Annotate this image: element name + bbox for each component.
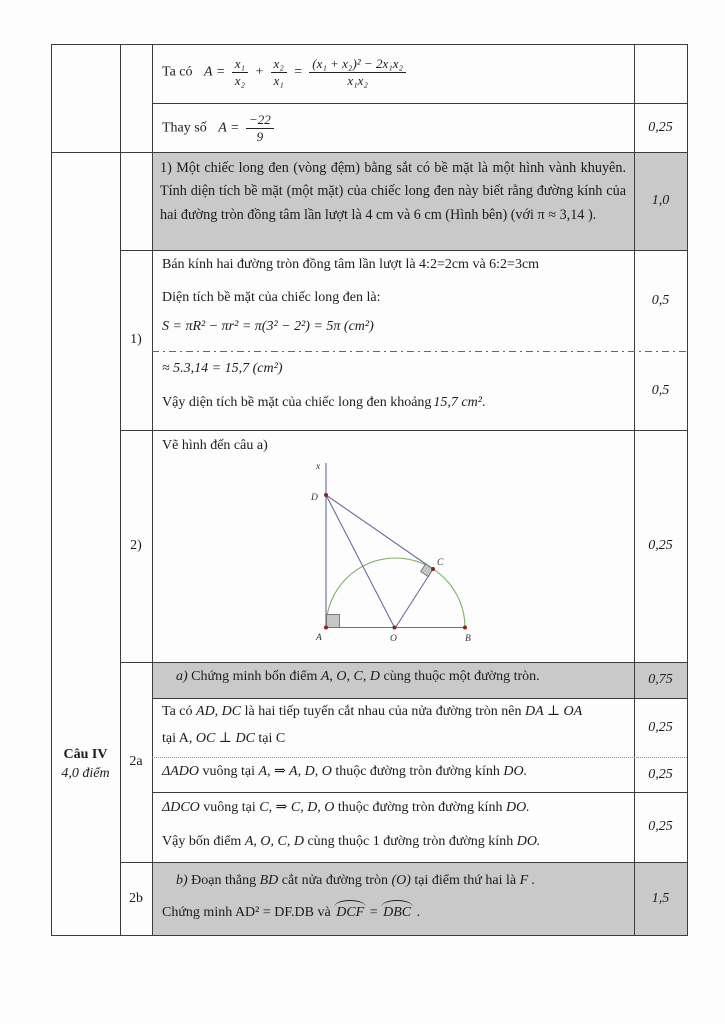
semicircle-arc bbox=[326, 558, 465, 628]
math-expression: ≈ 5.3,14 = 15,7 (cm²) bbox=[162, 361, 283, 376]
text-segment: thuộc đường tròn đường kính bbox=[331, 764, 504, 779]
grid-line bbox=[152, 44, 153, 935]
segment-OC bbox=[396, 569, 434, 628]
fraction-denominator: x₁x₂ bbox=[347, 72, 368, 88]
grid-line bbox=[51, 152, 688, 153]
right-angle-mark-C bbox=[421, 564, 433, 577]
angle-arc-DCF: DCF bbox=[334, 904, 366, 923]
score-cell: 0,25 bbox=[648, 538, 673, 553]
score-cell: 0,25 bbox=[648, 819, 673, 834]
grid-line bbox=[120, 862, 687, 863]
text-segment: Đoạn thẳng bbox=[187, 873, 260, 888]
solution-line bbox=[162, 763, 630, 782]
math-operator: + bbox=[254, 64, 265, 80]
label-O: O bbox=[390, 634, 397, 644]
text-segment: tại điểm thứ hai là bbox=[410, 873, 520, 888]
text-segment: vuông tại bbox=[199, 800, 260, 815]
point-C bbox=[431, 567, 435, 571]
grid-line bbox=[51, 44, 52, 935]
fraction-numerator: x₂ bbox=[271, 56, 287, 73]
text-segment: Vậy bốn điểm bbox=[162, 834, 245, 849]
math-expression: DA ⊥ OA bbox=[524, 704, 583, 719]
score-cell: 1,0 bbox=[651, 193, 670, 208]
solution-line bbox=[162, 394, 627, 413]
solution-line: Bán kính hai đường tròn đồng tâm lần lượt là 4:2=2cm và 6:2=3cm bbox=[162, 257, 540, 272]
text-segment: Chứng minh bbox=[162, 905, 235, 920]
math-expression: A, O, C, D bbox=[244, 834, 304, 849]
score-cell: 0,5 bbox=[651, 382, 670, 398]
math-expression: (O) bbox=[391, 873, 411, 888]
math-expression: DO. bbox=[503, 764, 528, 779]
math-expression: A = bbox=[218, 120, 240, 136]
grid-line bbox=[51, 935, 688, 936]
subquestion-label-2: 2) bbox=[130, 538, 142, 553]
solution-line bbox=[162, 703, 630, 722]
text-lead: Thay số bbox=[162, 120, 207, 136]
text-segment: . bbox=[413, 905, 421, 920]
math-expression: ⇒ C, D, O bbox=[275, 800, 335, 815]
math-operator: = bbox=[293, 64, 303, 80]
label-x: x bbox=[316, 462, 321, 472]
right-angle-mark-A bbox=[327, 615, 340, 628]
point-O bbox=[393, 626, 397, 630]
math-expression: 15,7 cm² bbox=[433, 395, 482, 410]
text-segment: = bbox=[366, 905, 382, 920]
geometry-figure bbox=[288, 455, 480, 651]
text-segment: Vậy diện tích bề mặt của chiếc long đen khoảng bbox=[162, 395, 432, 410]
grid-line bbox=[152, 792, 687, 793]
math-expression: ⇒ A, D, O bbox=[274, 764, 332, 779]
text-segment: Chứng minh bốn điểm bbox=[187, 669, 321, 684]
math-expression: A bbox=[258, 764, 268, 779]
question-points: 4,0 điểm bbox=[61, 765, 110, 781]
subquestion-label-2b: 2b bbox=[129, 890, 143, 906]
math-expression: A = bbox=[204, 64, 226, 80]
subquestion-label-2a: 2a bbox=[129, 754, 143, 769]
solution-line bbox=[162, 833, 630, 852]
math-expression: ΔDCO bbox=[162, 800, 200, 815]
problem-statement: 1) Một chiếc long đen (vòng đệm) bằng sắt có bề mặt là một hình vành khuyên. Tính diện tích bề mặt (một mặt) của chiếc long đen này biết rằng đường kính của hai đường tròn đồng tâm lần lượt là 4 cm và 6 cm (Hình bên) (với π ≈ 3,14 ). bbox=[160, 160, 626, 223]
part-label: b) bbox=[176, 873, 188, 888]
fraction-numerator: −22 bbox=[246, 112, 274, 129]
math-expression: ΔADO bbox=[162, 764, 199, 779]
text-segment: . bbox=[481, 395, 486, 410]
question-label bbox=[51, 746, 120, 784]
math-expression: BD bbox=[259, 873, 279, 888]
math-expression: F . bbox=[519, 873, 536, 888]
text-segment: tại A, bbox=[162, 731, 196, 746]
text-segment: cùng thuộc 1 đường tròn đường kính bbox=[303, 834, 517, 849]
math-expression: OC ⊥ DC bbox=[195, 731, 255, 746]
question-number: Câu IV bbox=[63, 747, 108, 762]
grid-line bbox=[152, 698, 687, 699]
math-expression: C bbox=[259, 800, 269, 815]
solution-line: Diện tích bề mặt của chiếc long đen là: bbox=[162, 290, 381, 305]
text-segment: tại C bbox=[254, 731, 286, 746]
score-cell: 1,5 bbox=[651, 890, 670, 906]
solution-line bbox=[162, 112, 627, 144]
solution-line bbox=[162, 730, 630, 749]
text-lead: Ta có bbox=[162, 64, 193, 80]
fraction bbox=[271, 56, 287, 88]
angle-arc-DBC: DBC bbox=[381, 904, 413, 923]
fraction-denominator: 9 bbox=[256, 128, 264, 144]
segment-DO bbox=[326, 495, 395, 628]
grid-line bbox=[51, 44, 688, 45]
text-segment: và bbox=[313, 905, 335, 920]
label-D: D bbox=[311, 493, 318, 503]
dashed-separator bbox=[152, 351, 687, 352]
fraction-numerator: x₁ bbox=[232, 56, 248, 73]
point-D bbox=[324, 493, 328, 497]
point-B bbox=[463, 626, 467, 630]
part-b-statement-line2 bbox=[162, 904, 612, 923]
math-expression: AD, DC bbox=[196, 704, 242, 719]
label-C: C bbox=[437, 558, 444, 568]
subquestion-label-1: 1) bbox=[130, 332, 142, 347]
score-cell: 0,25 bbox=[648, 719, 673, 735]
text-segment: , bbox=[268, 800, 276, 815]
grid-line bbox=[687, 44, 688, 935]
segment-DC bbox=[326, 495, 433, 569]
part-b-statement bbox=[176, 872, 626, 891]
part-label: a) bbox=[176, 669, 188, 684]
fraction-denominator: x₂ bbox=[234, 72, 246, 88]
text-segment: cắt nửa đường tròn bbox=[278, 873, 392, 888]
figure-caption: Vẽ hình đến câu a) bbox=[162, 438, 268, 453]
text-segment: cùng thuộc một đường tròn. bbox=[380, 669, 540, 684]
solution-line bbox=[162, 799, 630, 818]
math-expression: A, O, C, D bbox=[320, 669, 380, 684]
label-A: A bbox=[316, 633, 322, 643]
grid-line bbox=[120, 430, 687, 431]
point-A bbox=[324, 626, 328, 630]
text-segment: là hai tiếp tuyến cắt nhau của nửa đường tròn nên bbox=[241, 704, 525, 719]
dotted-separator bbox=[152, 757, 687, 758]
label-B: B bbox=[465, 634, 471, 644]
solution-line bbox=[162, 56, 627, 88]
text-segment: thuộc đường tròn đường kính bbox=[334, 800, 506, 815]
score-cell: 0,25 bbox=[648, 119, 673, 135]
math-expression: S = πR² − πr² = π(3² − 2²) = 5π (cm²) bbox=[162, 319, 374, 334]
fraction-denominator: x₁ bbox=[273, 72, 284, 88]
score-cell: 0,25 bbox=[648, 766, 673, 782]
text-segment: Ta có bbox=[162, 704, 197, 719]
math-expression: AD² = DF.DB bbox=[234, 905, 314, 920]
grid-line bbox=[120, 662, 687, 663]
fraction bbox=[246, 112, 274, 144]
grid-line bbox=[120, 250, 687, 251]
score-cell: 0,75 bbox=[648, 672, 673, 687]
fraction bbox=[232, 56, 248, 88]
fraction-numerator: (x₁ + x₂)² − 2x₁x₂ bbox=[309, 56, 406, 73]
math-expression: DO. bbox=[516, 834, 541, 849]
fraction bbox=[309, 56, 406, 88]
score-cell: 0,5 bbox=[651, 292, 670, 308]
part-a-statement bbox=[176, 668, 626, 687]
grid-line bbox=[152, 103, 687, 104]
text-segment: vuông tại bbox=[199, 764, 259, 779]
math-expression: DO. bbox=[505, 800, 530, 815]
text-segment: , bbox=[267, 764, 275, 779]
